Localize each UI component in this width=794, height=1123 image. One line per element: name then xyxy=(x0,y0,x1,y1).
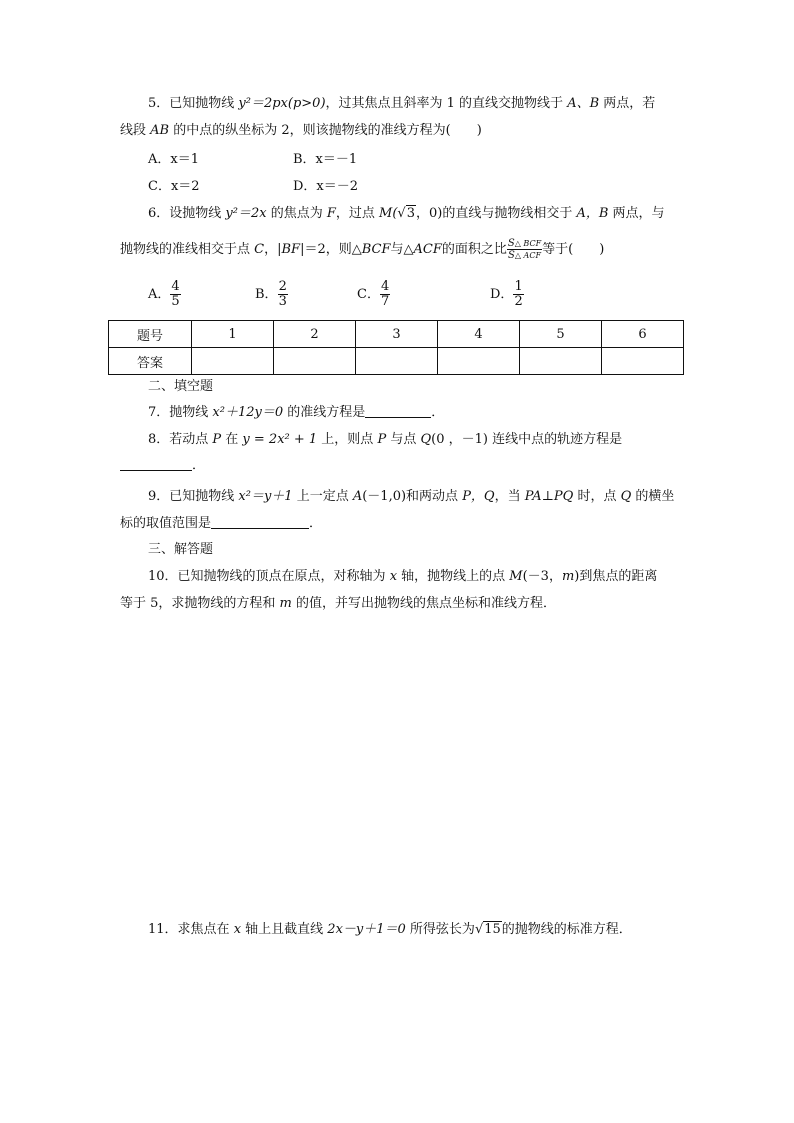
q9-text: ，当 xyxy=(494,489,525,504)
q5-segment: AB xyxy=(150,123,170,138)
q11-equation: 2x－y＋1＝0 xyxy=(327,922,406,937)
answer-cell[interactable] xyxy=(438,348,520,375)
q9-point-a: A xyxy=(352,489,363,504)
q9-line2 xyxy=(120,516,322,532)
fraction xyxy=(278,280,288,309)
q8-text: 与点 xyxy=(386,432,421,447)
ratio-numerator-sub: △ BCF xyxy=(514,239,542,248)
answer-blank[interactable] xyxy=(120,470,192,471)
q6-option-a xyxy=(148,278,181,312)
answer-blank[interactable] xyxy=(365,417,431,418)
ratio-numerator-s: S xyxy=(507,238,515,249)
q6-segment-bf: BF xyxy=(281,242,301,257)
q6-triangle-bcf: BCF xyxy=(361,242,391,257)
ratio-denominator-sub: △ ACF xyxy=(514,251,541,260)
q5-line2 xyxy=(120,123,482,139)
table-cell: 4 xyxy=(438,321,520,348)
q9-text: 时，点 xyxy=(573,489,621,504)
q6-option-c xyxy=(357,278,390,312)
q6-text: 6．设抛物线 xyxy=(148,206,226,221)
sqrt-symbol: √15 xyxy=(474,922,501,937)
q7-line xyxy=(148,405,444,421)
q6-text: 的面积之比 xyxy=(441,242,507,257)
fraction xyxy=(513,280,523,309)
table-cell: 2 xyxy=(274,321,356,348)
denominator: 5 xyxy=(171,294,180,309)
section-heading-solutions: 三、解答题 xyxy=(148,542,214,557)
q5-equation: y²＝2px(p>0) xyxy=(238,96,326,111)
q11-text: 的抛物线的标准方程． xyxy=(501,922,632,937)
q6-points: A，B xyxy=(576,206,609,221)
q10-variable-m: m xyxy=(279,596,292,611)
q6-text: 两点，与 xyxy=(608,206,665,221)
fraction xyxy=(170,280,180,309)
q5-option-b: B．x＝－1 xyxy=(293,152,358,167)
q10-text: 等于 5，求抛物线的方程和 xyxy=(120,596,280,611)
q5-text: 5．已知抛物线 xyxy=(148,96,239,111)
q6-line1 xyxy=(148,206,665,222)
table-header-cell: 题号 xyxy=(109,321,192,348)
q6-point-m: M( xyxy=(379,206,398,221)
answer-cell[interactable] xyxy=(356,348,438,375)
table-header-cell: 答案 xyxy=(109,348,192,375)
option-label: A． xyxy=(148,287,171,302)
numerator: 4 xyxy=(171,279,180,294)
sqrt-symbol: √3 xyxy=(397,206,415,221)
q5-text: ，过其焦点且斜率为 1 的直线交抛物线于 xyxy=(325,96,568,111)
q6-focus: F xyxy=(326,206,336,221)
q8-point-p: P xyxy=(377,432,387,447)
q10-text: )到焦点的距离 xyxy=(574,569,658,584)
q8-point-q: Q xyxy=(420,432,432,447)
q10-line2 xyxy=(120,596,556,612)
q7-text: ． xyxy=(431,405,445,420)
answer-cell[interactable] xyxy=(274,348,356,375)
answer-blank[interactable] xyxy=(211,528,309,529)
denominator: 3 xyxy=(278,294,287,309)
q10-text: 的值，并写出抛物线的焦点坐标和准线方程． xyxy=(291,596,557,611)
q8-text: ． xyxy=(192,458,206,473)
q9-text: ． xyxy=(309,516,323,531)
q6-text: ，0)的直线与抛物线相交于 xyxy=(415,206,577,221)
q11-text: 11．求焦点在 xyxy=(148,922,234,937)
answer-cell[interactable] xyxy=(192,348,274,375)
q5-option-a: A．x＝1 xyxy=(148,152,199,167)
q9-condition: PA⊥PQ xyxy=(524,489,574,504)
q11-radicand: 15 xyxy=(484,922,501,937)
q9-text: 9．已知抛物线 xyxy=(148,489,239,504)
q9-equation: x²＝y＋1 xyxy=(238,489,293,504)
option-label: D． xyxy=(490,287,514,302)
q7-text: 的准线方程是 xyxy=(283,405,366,420)
q8-equation: y = 2x² + 1 xyxy=(242,432,318,447)
denominator: 2 xyxy=(514,294,523,309)
q7-equation: x²＋12y＝0 xyxy=(212,405,284,420)
q5-points: A、B xyxy=(567,96,600,111)
q6-equation: y²＝2x xyxy=(225,206,267,221)
q5-text: 的中点的纵坐标为 2，则该抛物线的准线方程为( ) xyxy=(169,123,482,138)
q6-text: |＝2，则△ xyxy=(300,242,362,257)
q9-line1 xyxy=(148,489,674,505)
q10-axis: x xyxy=(389,569,398,584)
q5-option-d: D．x＝－2 xyxy=(293,179,359,194)
q11-text: 所得弦长为 xyxy=(405,922,475,937)
q11-text: 轴上且截直线 xyxy=(241,922,328,937)
answer-cell[interactable] xyxy=(602,348,684,375)
q7-text: 7．抛物线 xyxy=(148,405,213,420)
q8-text: 8．若动点 xyxy=(148,432,213,447)
q10-text: (－3， xyxy=(522,569,562,584)
option-label: C． xyxy=(357,287,380,302)
answer-cell[interactable] xyxy=(520,348,602,375)
q6-text: 的焦点为 xyxy=(266,206,327,221)
table-row xyxy=(109,348,684,375)
section-heading-fill-blank: 二、填空题 xyxy=(148,379,214,394)
q8-text: 在 xyxy=(221,432,243,447)
q11-line xyxy=(148,922,632,938)
q6-text: 等于( ) xyxy=(542,242,605,257)
q8-line2 xyxy=(120,458,205,474)
q6-option-d xyxy=(490,278,524,312)
q6-text: ，| xyxy=(264,242,282,257)
q6-option-b xyxy=(255,278,288,312)
answer-table xyxy=(108,320,684,375)
q10-point-m: M xyxy=(509,569,523,584)
q8-text: 上，则点 xyxy=(317,432,378,447)
q8-text: (0 ，－1) 连线中点的轨迹方程是 xyxy=(431,432,623,447)
table-row xyxy=(109,321,684,348)
numerator: 2 xyxy=(278,279,287,294)
q9-text: 的横坐 xyxy=(631,489,675,504)
q9-text: 标的取值范围是 xyxy=(120,516,212,531)
q9-points: P，Q xyxy=(462,489,495,504)
numerator: 1 xyxy=(514,279,523,294)
q6-radicand: 3 xyxy=(406,206,415,221)
q8-point-p: P xyxy=(212,432,222,447)
ratio-denominator-s: S xyxy=(507,250,515,261)
q6-text: 抛物线的准线相交于点 xyxy=(120,242,255,257)
q6-point-c: C xyxy=(254,242,265,257)
q5-text: 线段 xyxy=(120,123,151,138)
q6-triangle-acf: ACF xyxy=(413,242,442,257)
q6-text: 与△ xyxy=(390,242,414,257)
q9-point-q: Q xyxy=(620,489,632,504)
denominator: 7 xyxy=(380,294,390,309)
numerator: 4 xyxy=(380,279,390,294)
q6-area-ratio xyxy=(507,238,542,261)
q8-line1 xyxy=(148,432,622,448)
q10-variable-m: m xyxy=(561,569,575,584)
table-cell: 1 xyxy=(192,321,274,348)
q5-line1 xyxy=(148,96,655,112)
q6-text: ，过点 xyxy=(335,206,380,221)
table-cell: 5 xyxy=(520,321,602,348)
fraction xyxy=(380,280,390,309)
q10-line1 xyxy=(148,569,657,585)
q6-line2 xyxy=(120,236,604,264)
option-label: B． xyxy=(255,287,278,302)
table-cell: 6 xyxy=(602,321,684,348)
q10-text: 轴，抛物线上的点 xyxy=(397,569,510,584)
q11-axis: x xyxy=(233,922,242,937)
q9-text: (－1,0)和两动点 xyxy=(362,489,463,504)
q9-text: 上一定点 xyxy=(292,489,353,504)
table-cell: 3 xyxy=(356,321,438,348)
q5-text: 两点，若 xyxy=(599,96,656,111)
q10-text: 10．已知抛物线的顶点在原点，对称轴为 xyxy=(148,569,390,584)
q5-option-c: C．x＝2 xyxy=(148,179,200,194)
